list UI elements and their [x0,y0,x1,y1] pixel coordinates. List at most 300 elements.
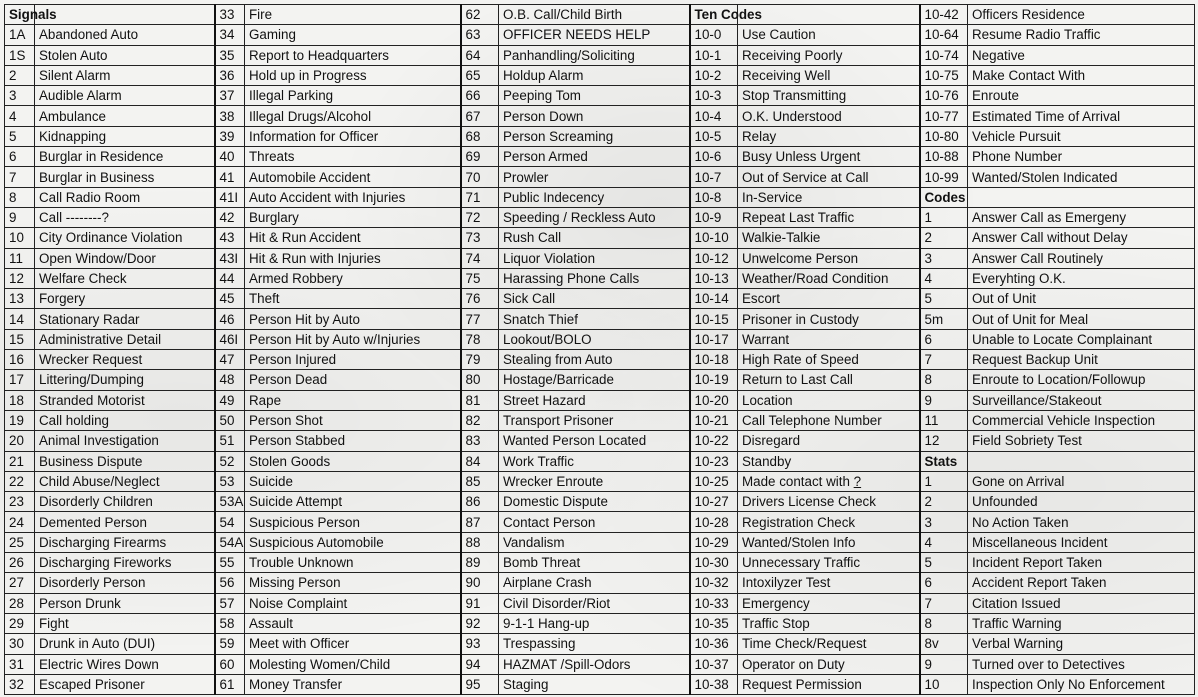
description-cell: Standby [738,451,920,471]
code-cell: 78 [461,329,499,349]
code-cell: 73 [461,228,499,248]
code-cell: 90 [461,573,499,593]
description-cell: Out of Service at Call [738,167,920,187]
code-cell: 10-75 [920,65,968,85]
description-cell: Drivers License Check [738,492,920,512]
description-cell: Phone Number [968,147,1195,167]
code-cell: 8 [920,370,968,390]
description-cell: Wanted/Stolen Info [738,532,920,552]
description-cell: Threats [245,147,461,167]
code-cell: 88 [461,532,499,552]
code-cell: 5 [5,126,35,146]
code-cell: 20 [5,431,35,451]
code-cell: 10-25 [690,471,738,491]
description-cell: Burglar in Residence [35,147,215,167]
description-cell: High Rate of Speed [738,350,920,370]
code-cell: 83 [461,431,499,451]
description-cell: Person Shot [245,410,461,430]
description-cell: Illegal Drugs/Alcohol [245,106,461,126]
code-cell: 94 [461,654,499,674]
description-cell: Person Screaming [499,126,690,146]
code-cell: 40 [215,147,245,167]
code-cell: 12 [5,268,35,288]
description-cell: Domestic Dispute [499,492,690,512]
description-cell: Child Abuse/Neglect [35,471,215,491]
code-cell: 4 [920,532,968,552]
code-cell: 1 [920,471,968,491]
description-cell: Auto Accident with Injuries [245,187,461,207]
code-cell: 12 [920,431,968,451]
code-cell: 60 [215,654,245,674]
code-cell: 82 [461,410,499,430]
code-cell: 34 [215,25,245,45]
section-heading: Stats [920,451,968,471]
code-cell: 74 [461,248,499,268]
code-cell: 59 [215,634,245,654]
description-cell: Receiving Poorly [738,45,920,65]
code-cell: 10-27 [690,492,738,512]
code-cell: 51 [215,431,245,451]
code-cell: 10-10 [690,228,738,248]
table-row [5,329,1195,349]
description-cell: Rush Call [499,228,690,248]
description-cell: Everyhting O.K. [968,268,1195,288]
code-cell: 10-5 [690,126,738,146]
description-cell: Person Armed [499,147,690,167]
description-cell: Discharging Fireworks [35,553,215,573]
description-cell: Snatch Thief [499,309,690,329]
code-cell: 7 [920,350,968,370]
description-cell: Molesting Women/Child [245,654,461,674]
code-cell: 10-3 [690,86,738,106]
table-row [5,471,1195,491]
code-cell: 10-77 [920,106,968,126]
table-row [5,187,1195,207]
table-row [5,553,1195,573]
description-cell: Repeat Last Traffic [738,207,920,227]
description-cell [738,471,920,491]
description-cell: Inspection Only No Enforcement [968,674,1195,694]
code-cell: 26 [5,553,35,573]
description-cell: Work Traffic [499,451,690,471]
code-cell: 21 [5,451,35,471]
description-cell: Panhandling/Soliciting [499,45,690,65]
code-cell: 10-33 [690,593,738,613]
description-cell: Person Hit by Auto w/Injuries [245,329,461,349]
empty-cell [35,5,215,25]
code-cell: 5 [920,553,968,573]
description-cell: Suspicious Person [245,512,461,532]
code-cell: 22 [5,471,35,491]
table-row [5,126,1195,146]
empty-cell [968,187,1195,207]
table-row [5,147,1195,167]
code-cell: 1S [5,45,35,65]
code-cell: 11 [5,248,35,268]
description-cell: Automobile Accident [245,167,461,187]
description-cell: Stranded Motorist [35,390,215,410]
table-row [5,309,1195,329]
description-cell: Intoxilyzer Test [738,573,920,593]
code-cell: 6 [920,573,968,593]
code-cell: 14 [5,309,35,329]
code-cell: 69 [461,147,499,167]
code-cell: 35 [215,45,245,65]
description-cell: Surveillance/Stakeout [968,390,1195,410]
code-cell: 10-13 [690,268,738,288]
empty-cell [968,451,1195,471]
code-cell: 10-29 [690,532,738,552]
code-cell: 65 [461,65,499,85]
description-cell: Public Indecency [499,187,690,207]
description-cell: Accident Report Taken [968,573,1195,593]
description-text: Made contact with [742,473,854,489]
table-row [5,431,1195,451]
code-cell: 10-17 [690,329,738,349]
code-cell: 9 [920,654,968,674]
description-cell: Prisoner in Custody [738,309,920,329]
code-cell: 87 [461,512,499,532]
description-cell: Fight [35,613,215,633]
code-cell: 8 [5,187,35,207]
code-cell: 61 [215,674,245,694]
description-cell: Relay [738,126,920,146]
description-cell: Unnecessary Traffic [738,553,920,573]
code-cell: 8 [920,613,968,633]
description-cell: Walkie-Talkie [738,228,920,248]
description-cell: Operator on Duty [738,654,920,674]
table-row [5,5,1195,25]
underlined-mark: ? [853,473,862,489]
code-cell: 58 [215,613,245,633]
code-cell: 9 [920,390,968,410]
description-cell: Theft [245,289,461,309]
description-cell: Vandalism [499,532,690,552]
description-cell: Incident Report Taken [968,553,1195,573]
code-cell: 6 [920,329,968,349]
code-cell: 50 [215,410,245,430]
description-cell: Prowler [499,167,690,187]
table-row [5,512,1195,532]
description-cell: Weather/Road Condition [738,268,920,288]
description-cell: Commercial Vehicle Inspection [968,410,1195,430]
description-cell: Hit & Run with Injuries [245,248,461,268]
description-cell: Burglary [245,207,461,227]
description-cell: Busy Unless Urgent [738,147,920,167]
description-cell: Unable to Locate Complainant [968,329,1195,349]
description-cell: Answer Call without Delay [968,228,1195,248]
description-cell: Information for Officer [245,126,461,146]
description-cell: Gone on Arrival [968,471,1195,491]
description-cell: Request Backup Unit [968,350,1195,370]
code-cell: 10-30 [690,553,738,573]
code-cell: 77 [461,309,499,329]
description-cell: Return to Last Call [738,370,920,390]
code-cell: 70 [461,167,499,187]
description-cell: Discharging Firearms [35,532,215,552]
description-cell: Person Hit by Auto [245,309,461,329]
code-cell: 10-18 [690,350,738,370]
code-cell: 3 [5,86,35,106]
description-cell: Forgery [35,289,215,309]
code-cell: 17 [5,370,35,390]
description-cell: Trouble Unknown [245,553,461,573]
table-row [5,45,1195,65]
description-cell: Liquor Violation [499,248,690,268]
code-cell: 10-28 [690,512,738,532]
description-cell: Sick Call [499,289,690,309]
code-cell: 10-20 [690,390,738,410]
description-cell: Answer Call as Emergeny [968,207,1195,227]
description-cell: Request Permission [738,674,920,694]
table-row [5,86,1195,106]
code-cell: 54 [215,512,245,532]
code-cell: 45 [215,289,245,309]
description-cell: Resume Radio Traffic [968,25,1195,45]
code-cell: 15 [5,329,35,349]
description-cell: Stolen Goods [245,451,461,471]
code-cell: 10-19 [690,370,738,390]
description-cell: 9-1-1 Hang-up [499,613,690,633]
code-cell: 11 [920,410,968,430]
table-row [5,613,1195,633]
table-row [5,106,1195,126]
code-cell: 4 [5,106,35,126]
description-cell: Escort [738,289,920,309]
description-cell: Disorderly Children [35,492,215,512]
description-cell: Turned over to Detectives [968,654,1195,674]
description-cell: Trespassing [499,634,690,654]
code-cell: 27 [5,573,35,593]
code-cell: 38 [215,106,245,126]
description-cell: Call Telephone Number [738,410,920,430]
description-cell: Estimated Time of Arrival [968,106,1195,126]
description-cell: Animal Investigation [35,431,215,451]
description-cell: Escaped Prisoner [35,674,215,694]
code-cell: 10-37 [690,654,738,674]
description-cell: Stop Transmitting [738,86,920,106]
description-cell: Harassing Phone Calls [499,268,690,288]
code-cell: 6 [5,147,35,167]
table-row [5,167,1195,187]
description-cell: Welfare Check [35,268,215,288]
code-cell: 10-88 [920,147,968,167]
description-cell: Demented Person [35,512,215,532]
code-cell: 10 [5,228,35,248]
code-cell: 5 [920,289,968,309]
description-cell: Person Injured [245,350,461,370]
description-cell: Enroute to Location/Followup [968,370,1195,390]
code-cell: 10-38 [690,674,738,694]
description-cell: Emergency [738,593,920,613]
code-cell: 9 [5,207,35,227]
description-cell: Abandoned Auto [35,25,215,45]
code-cell: 42 [215,207,245,227]
code-cell: 36 [215,65,245,85]
table-row [5,532,1195,552]
code-cell: 2 [920,228,968,248]
code-cell: 29 [5,613,35,633]
description-cell: Person Stabbed [245,431,461,451]
description-cell: Meet with Officer [245,634,461,654]
section-heading: Signals [5,5,35,25]
table-row [5,573,1195,593]
description-cell: Enroute [968,86,1195,106]
description-cell: Wanted/Stolen Indicated [968,167,1195,187]
description-cell: O.K. Understood [738,106,920,126]
code-cell: 41 [215,167,245,187]
code-cell: 33 [215,5,245,25]
code-cell: 79 [461,350,499,370]
description-cell: Citation Issued [968,593,1195,613]
description-cell: Ambulance [35,106,215,126]
description-cell: Lookout/BOLO [499,329,690,349]
code-cell: 93 [461,634,499,654]
code-cell: 64 [461,45,499,65]
table-row [5,289,1195,309]
code-cell: 10-23 [690,451,738,471]
description-cell: Verbal Warning [968,634,1195,654]
description-cell: Littering/Dumping [35,370,215,390]
table-row [5,593,1195,613]
code-cell: 2 [920,492,968,512]
section-heading: Ten Codes [690,5,738,25]
description-cell: Call holding [35,410,215,430]
description-cell: Suicide Attempt [245,492,461,512]
code-cell: 86 [461,492,499,512]
description-cell: Out of Unit [968,289,1195,309]
code-cell: 75 [461,268,499,288]
description-cell: In-Service [738,187,920,207]
description-cell: Money Transfer [245,674,461,694]
description-cell: Disorderly Person [35,573,215,593]
description-cell: Officers Residence [968,5,1195,25]
description-cell: Out of Unit for Meal [968,309,1195,329]
code-cell: 37 [215,86,245,106]
description-cell: Contact Person [499,512,690,532]
code-cell: 49 [215,390,245,410]
code-cell: 89 [461,553,499,573]
code-cell: 10-80 [920,126,968,146]
description-cell: Report to Headquarters [245,45,461,65]
description-cell: Disregard [738,431,920,451]
description-cell: Administrative Detail [35,329,215,349]
code-cell: 81 [461,390,499,410]
code-cell: 16 [5,350,35,370]
description-cell: Business Dispute [35,451,215,471]
description-cell: Person Down [499,106,690,126]
code-cell: 24 [5,512,35,532]
description-cell: HAZMAT /Spill-Odors [499,654,690,674]
description-cell: Illegal Parking [245,86,461,106]
description-cell: Traffic Warning [968,613,1195,633]
code-cell: 10-4 [690,106,738,126]
description-cell: Traffic Stop [738,613,920,633]
description-cell: O.B. Call/Child Birth [499,5,690,25]
code-cell: 63 [461,25,499,45]
code-cell: 7 [5,167,35,187]
description-cell: Wanted Person Located [499,431,690,451]
description-cell: Fire [245,5,461,25]
description-cell: Stealing from Auto [499,350,690,370]
code-cell: 18 [5,390,35,410]
code-cell: 10-1 [690,45,738,65]
description-cell: Answer Call Routinely [968,248,1195,268]
code-cell: 10-36 [690,634,738,654]
code-cell: 80 [461,370,499,390]
description-cell: Hit & Run Accident [245,228,461,248]
code-cell: 10-35 [690,613,738,633]
code-cell: 32 [5,674,35,694]
code-cell: 53A [215,492,245,512]
section-heading: Codes [920,187,968,207]
code-cell: 2 [5,65,35,85]
description-cell: Electric Wires Down [35,654,215,674]
description-cell: Kidnapping [35,126,215,146]
code-cell: 10-14 [690,289,738,309]
code-cell: 66 [461,86,499,106]
code-cell: 67 [461,106,499,126]
code-cell: 43 [215,228,245,248]
code-cell: 48 [215,370,245,390]
description-cell: Make Contact With [968,65,1195,85]
description-cell: Use Caution [738,25,920,45]
description-cell: Burglar in Business [35,167,215,187]
description-cell: Holdup Alarm [499,65,690,85]
description-cell: Person Dead [245,370,461,390]
description-cell: Person Drunk [35,593,215,613]
table-row [5,410,1195,430]
code-cell: 47 [215,350,245,370]
description-cell: Gaming [245,25,461,45]
code-cell: 43I [215,248,245,268]
description-cell: Time Check/Request [738,634,920,654]
code-cell: 5m [920,309,968,329]
code-cell: 3 [920,248,968,268]
code-cell: 25 [5,532,35,552]
description-cell: Location [738,390,920,410]
description-cell: Open Window/Door [35,248,215,268]
description-cell: Suspicious Automobile [245,532,461,552]
table-row [5,634,1195,654]
description-cell: Hold up in Progress [245,65,461,85]
description-cell: Receiving Well [738,65,920,85]
description-cell: Armed Robbery [245,268,461,288]
code-cell: 10-76 [920,86,968,106]
code-cell: 10-9 [690,207,738,227]
code-cell: 92 [461,613,499,633]
description-cell: Noise Complaint [245,593,461,613]
code-cell: 13 [5,289,35,309]
code-cell: 10-21 [690,410,738,430]
code-cell: 44 [215,268,245,288]
description-cell: Missing Person [245,573,461,593]
description-cell: Warrant [738,329,920,349]
description-cell: Hostage/Barricade [499,370,690,390]
description-cell: Registration Check [738,512,920,532]
description-cell: Peeping Tom [499,86,690,106]
table-row [5,65,1195,85]
code-cell: 10-0 [690,25,738,45]
code-cell: 62 [461,5,499,25]
code-cell: 10-32 [690,573,738,593]
empty-cell [738,5,920,25]
code-cell: 7 [920,593,968,613]
code-cell: 56 [215,573,245,593]
code-cell: 10-6 [690,147,738,167]
description-cell: Transport Prisoner [499,410,690,430]
code-cell: 10-15 [690,309,738,329]
